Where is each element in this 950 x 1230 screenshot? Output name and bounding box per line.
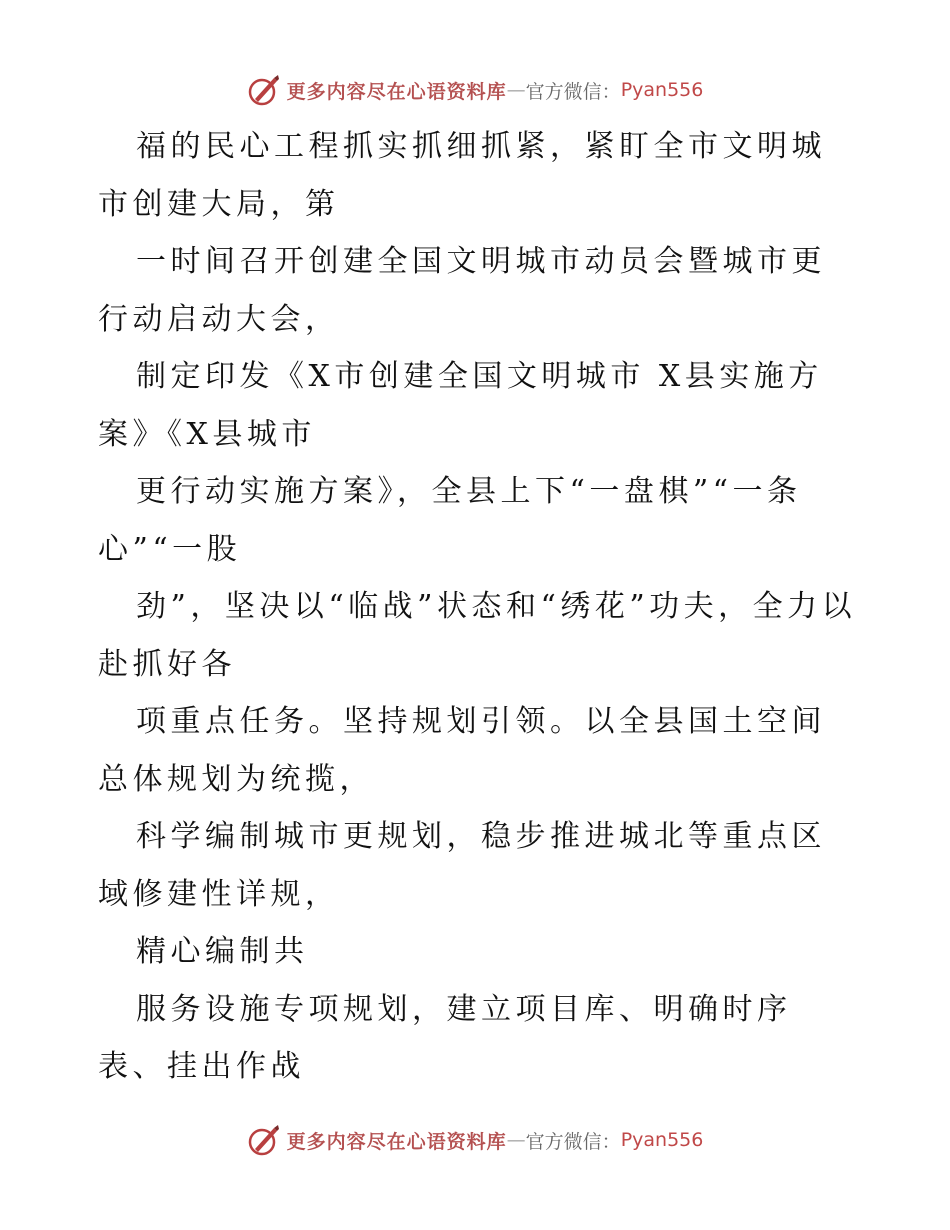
paragraph: 制定印发《X市创建全国文明城市 X县实施方案》《X县城市 [98,359,823,452]
watermark-title: 更多内容尽在心语资料库 [286,80,507,103]
quill-logo-icon [247,73,281,107]
paragraph: 劲”，坚决以“临战”状态和“绣花”功夫，全力以赴抓好各 [98,589,857,682]
document-body [98,118,858,1096]
watermark-separator: — [506,1129,526,1151]
watermark-separator: — [506,79,526,101]
paragraph: 项重点任务。坚持规划引领。以全县国土空间总体规划为统揽， [98,704,826,797]
watermark-title: 更多内容尽在心语资料库 [286,1130,507,1153]
watermark-id: Pyan556 [620,79,704,101]
quill-logo-icon [247,1123,281,1157]
paragraph: 科学编制城市更规划，稳步推进城北等重点区域修建性详规， [98,819,826,912]
footer-watermark [0,1120,950,1160]
watermark-label: 官方微信： [525,1130,621,1153]
paragraph: 福的民心工程抓实抓细抓紧，紧盯全市文明城市创建大局，第 [98,129,826,222]
watermark-id: Pyan556 [620,1129,704,1151]
header-watermark [0,70,950,110]
paragraph: 更行动实施方案》，全县上下“一盘棋”“一条心”“一股 [98,474,802,567]
paragraph: 精心编制共 [136,934,309,969]
watermark-label: 官方微信： [525,80,621,103]
paragraph: 一时间召开创建全国文明城市动员会暨城市更行动启动大会， [98,244,826,337]
paragraph: 服务设施专项规划，建立项目库、明确时序表、挂出作战 [98,991,792,1084]
